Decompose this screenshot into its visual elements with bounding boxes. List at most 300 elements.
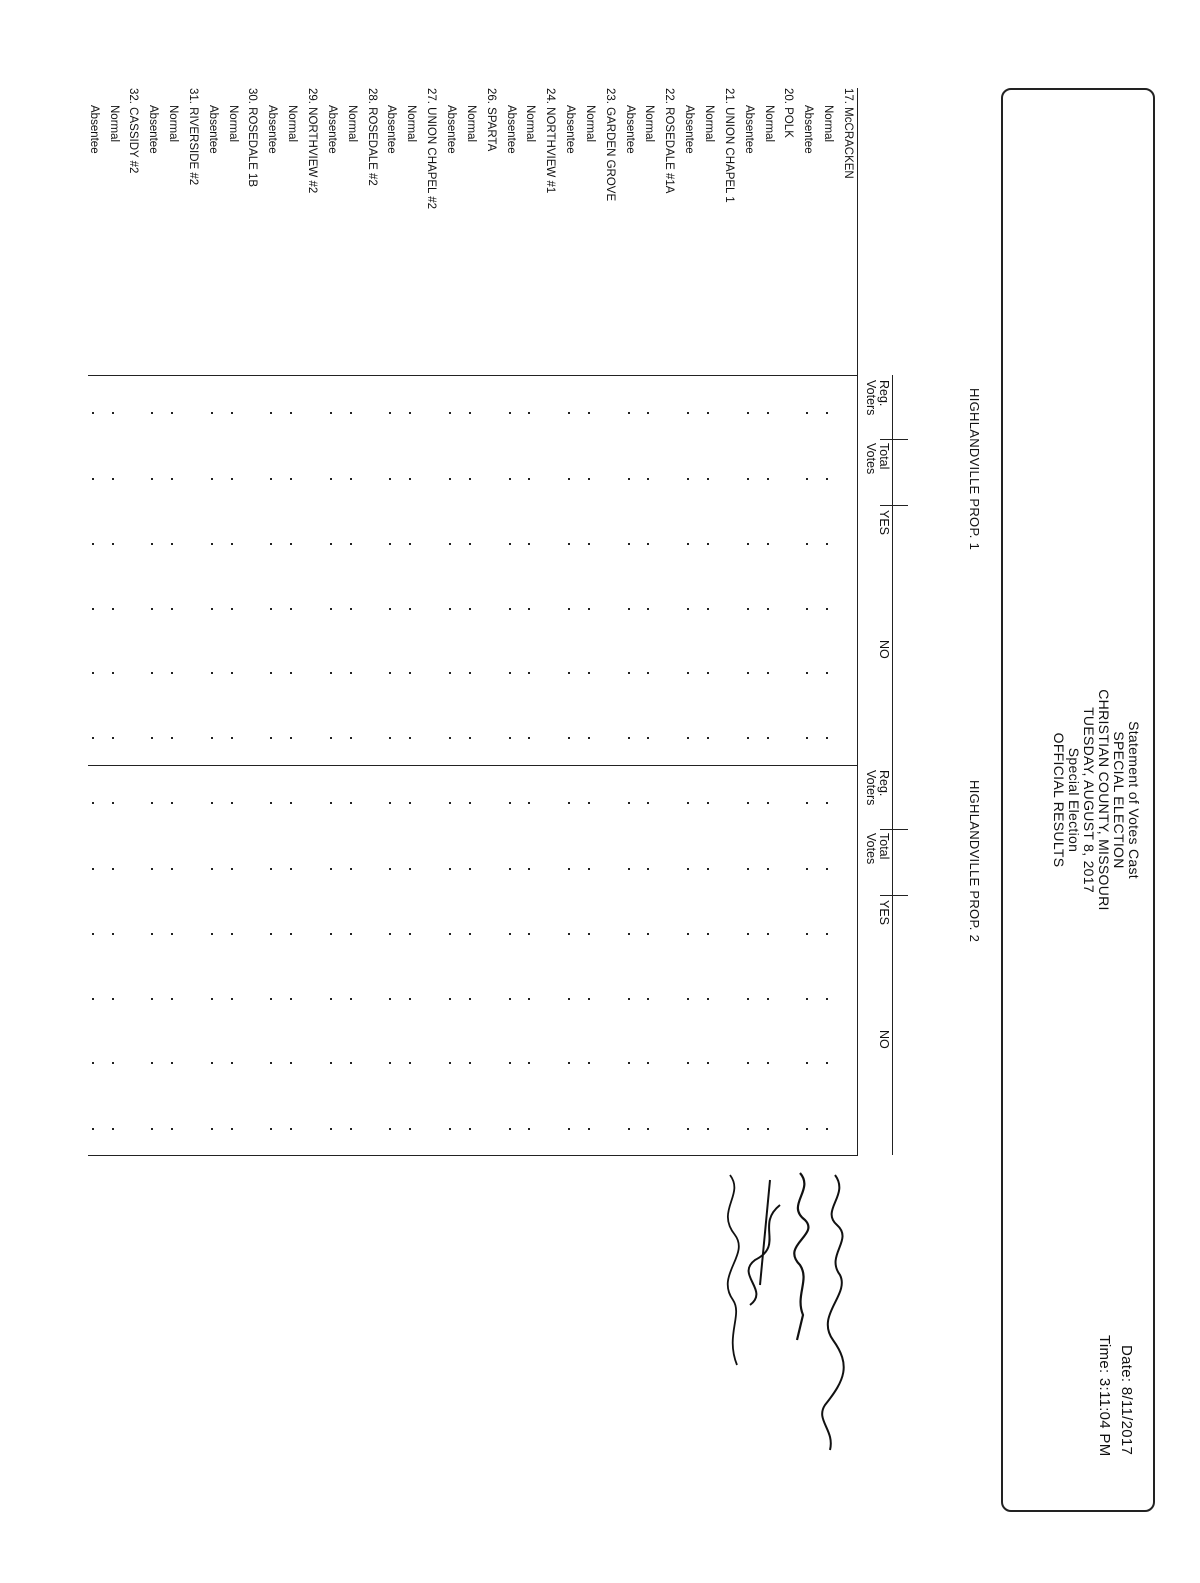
empty-cell-dot (270, 868, 272, 870)
empty-cell-dot (648, 478, 650, 480)
col-label: Reg. (877, 770, 891, 797)
table-divider-end (88, 1155, 858, 1156)
empty-cell-dot (826, 933, 828, 935)
empty-cell-dot (806, 1062, 808, 1064)
empty-cell-dot (270, 802, 272, 804)
empty-cell-dot (151, 737, 153, 739)
vote-type-label: Normal (345, 105, 358, 143)
empty-cell-dot (707, 608, 709, 610)
vote-type-label: Normal (643, 105, 656, 143)
empty-cell-dot (92, 543, 94, 545)
empty-cell-dot (171, 933, 173, 935)
empty-cell-dot (231, 412, 233, 414)
empty-cell-dot (330, 543, 332, 545)
empty-cell-dot (509, 998, 511, 1000)
empty-cell-dot (112, 933, 114, 935)
empty-cell-dot (568, 1128, 570, 1130)
empty-cell-dot (231, 1128, 233, 1130)
empty-cell-dot (806, 672, 808, 674)
empty-cell-dot (588, 608, 590, 610)
empty-cell-dot (171, 737, 173, 739)
prop-1-col-total-votes (864, 443, 890, 474)
empty-cell-dot (330, 1062, 332, 1064)
col-label: Total (877, 833, 891, 860)
empty-cell-dot (806, 543, 808, 545)
empty-cell-dot (409, 478, 411, 480)
empty-cell-dot (171, 1128, 173, 1130)
vote-type-label: Normal (703, 105, 716, 143)
empty-cell-dot (92, 1128, 94, 1130)
empty-cell-dot (528, 802, 530, 804)
empty-cell-dot (687, 412, 689, 414)
empty-cell-dot (628, 1062, 630, 1064)
empty-cell-dot (350, 737, 352, 739)
empty-cell-dot (112, 608, 114, 610)
empty-cell-dot (231, 608, 233, 610)
vote-type-label: Normal (107, 105, 120, 143)
empty-cell-dot (826, 412, 828, 414)
empty-cell-dot (568, 737, 570, 739)
empty-cell-dot (350, 412, 352, 414)
empty-cell-dot (568, 1062, 570, 1064)
empty-cell-dot (151, 672, 153, 674)
empty-cell-dot (290, 802, 292, 804)
empty-cell-dot (628, 802, 630, 804)
empty-cell-dot (568, 543, 570, 545)
empty-cell-dot (509, 608, 511, 610)
empty-cell-dot (171, 802, 173, 804)
empty-cell-dot (211, 868, 213, 870)
empty-cell-dot (648, 868, 650, 870)
empty-cell-dot (171, 1062, 173, 1064)
empty-cell-dot (171, 868, 173, 870)
empty-cell-dot (826, 543, 828, 545)
empty-cell-dot (112, 1128, 114, 1130)
empty-cell-dot (687, 478, 689, 480)
empty-cell-dot (528, 998, 530, 1000)
empty-cell-dot (588, 998, 590, 1000)
empty-cell-dot (171, 543, 173, 545)
signature-4 (728, 1175, 739, 1365)
empty-cell-dot (409, 543, 411, 545)
empty-cell-dot (409, 737, 411, 739)
empty-cell-dot (707, 737, 709, 739)
vote-type-label: Normal (405, 105, 418, 143)
empty-cell-dot (687, 933, 689, 935)
empty-cell-dot (350, 933, 352, 935)
empty-cell-dot (389, 802, 391, 804)
empty-cell-dot (747, 1062, 749, 1064)
vote-type-label: Absentee (683, 105, 696, 154)
empty-cell-dot (588, 933, 590, 935)
empty-cell-dot (628, 412, 630, 414)
empty-cell-dot (350, 802, 352, 804)
empty-cell-dot (687, 543, 689, 545)
empty-cell-dot (747, 933, 749, 935)
empty-cell-dot (687, 737, 689, 739)
empty-cell-dot (350, 868, 352, 870)
vote-type-label: Absentee (802, 105, 815, 154)
empty-cell-dot (568, 412, 570, 414)
empty-cell-dot (389, 543, 391, 545)
empty-cell-dot (151, 998, 153, 1000)
precinct-name: 22. ROSEDALE #1A (663, 88, 676, 194)
empty-cell-dot (826, 868, 828, 870)
empty-cell-dot (588, 543, 590, 545)
empty-cell-dot (469, 478, 471, 480)
vote-type-label: Absentee (385, 105, 398, 154)
precinct-name: 28. ROSEDALE #2 (365, 88, 378, 186)
empty-cell-dot (509, 868, 511, 870)
empty-cell-dot (767, 1128, 769, 1130)
empty-cell-dot (826, 1062, 828, 1064)
empty-cell-dot (350, 998, 352, 1000)
empty-cell-dot (231, 672, 233, 674)
empty-cell-dot (330, 737, 332, 739)
vote-type-label: Absentee (87, 105, 100, 154)
empty-cell-dot (826, 737, 828, 739)
col-label: Reg. (877, 380, 891, 407)
empty-cell-dot (449, 1128, 451, 1130)
precinct-name: 24. NORTHVIEW #1 (544, 88, 557, 194)
empty-cell-dot (826, 608, 828, 610)
precinct-name: 32. CASSIDY #2 (127, 88, 140, 174)
empty-cell-dot (747, 608, 749, 610)
col-label: Voters (864, 380, 878, 416)
empty-cell-dot (528, 1128, 530, 1130)
empty-cell-dot (231, 933, 233, 935)
empty-cell-dot (648, 933, 650, 935)
empty-cell-dot (112, 412, 114, 414)
empty-cell-dot (270, 1128, 272, 1130)
empty-cell-dot (747, 998, 749, 1000)
empty-cell-dot (409, 933, 411, 935)
empty-cell-dot (449, 1062, 451, 1064)
empty-cell-dot (528, 478, 530, 480)
empty-cell-dot (350, 1128, 352, 1130)
empty-cell-dot (171, 478, 173, 480)
empty-cell-dot (469, 543, 471, 545)
empty-cell-dot (409, 672, 411, 674)
prop-1-title: HIGHLANDVILLE PROP. 1 (967, 388, 982, 551)
empty-cell-dot (806, 412, 808, 414)
empty-cell-dot (112, 672, 114, 674)
empty-cell-dot (92, 1062, 94, 1064)
empty-cell-dot (231, 543, 233, 545)
empty-cell-dot (290, 998, 292, 1000)
empty-cell-dot (270, 412, 272, 414)
empty-cell-dot (211, 478, 213, 480)
header-line-5: Special Election (1066, 747, 1082, 853)
empty-cell-dot (528, 868, 530, 870)
empty-cell-dot (151, 1128, 153, 1130)
col-label: Total (877, 443, 891, 470)
empty-cell-dot (151, 543, 153, 545)
empty-cell-dot (290, 737, 292, 739)
empty-cell-dot (767, 478, 769, 480)
empty-cell-dot (389, 933, 391, 935)
empty-cell-dot (92, 998, 94, 1000)
empty-cell-dot (112, 1062, 114, 1064)
empty-cell-dot (509, 543, 511, 545)
empty-cell-dot (151, 1062, 153, 1064)
empty-cell-dot (211, 998, 213, 1000)
empty-cell-dot (409, 802, 411, 804)
empty-cell-dot (687, 1128, 689, 1130)
empty-cell-dot (528, 737, 530, 739)
vote-type-label: Absentee (147, 105, 160, 154)
vote-type-label: Absentee (206, 105, 219, 154)
empty-cell-dot (409, 1062, 411, 1064)
empty-cell-dot (330, 1128, 332, 1130)
empty-cell-dot (231, 868, 233, 870)
empty-cell-dot (588, 737, 590, 739)
empty-cell-dot (231, 998, 233, 1000)
empty-cell-dot (449, 412, 451, 414)
empty-cell-dot (528, 933, 530, 935)
empty-cell-dot (171, 998, 173, 1000)
prop-1-col-yes: YES (877, 510, 891, 536)
empty-cell-dot (330, 478, 332, 480)
vote-type-label: Normal (524, 105, 537, 143)
precinct-name: 17. McCRACKEN (842, 88, 854, 179)
empty-cell-dot (92, 412, 94, 414)
vote-type-label: Absentee (623, 105, 636, 154)
vote-type-label: Absentee (325, 105, 338, 154)
precinct-name: 29. NORTHVIEW #2 (306, 88, 319, 194)
empty-cell-dot (112, 868, 114, 870)
empty-cell-dot (687, 802, 689, 804)
header-line-2: SPECIAL ELECTION (1111, 731, 1127, 869)
signature-1 (822, 1175, 844, 1450)
precinct-name: 23. GARDEN GROVE (603, 88, 616, 202)
empty-cell-dot (350, 543, 352, 545)
empty-cell-dot (509, 737, 511, 739)
empty-cell-dot (270, 478, 272, 480)
empty-cell-dot (350, 1062, 352, 1064)
empty-cell-dot (648, 737, 650, 739)
empty-cell-dot (350, 478, 352, 480)
empty-cell-dot (270, 1062, 272, 1064)
prop-2-header-rule (892, 765, 893, 1155)
prop-1-col-reg-voters (864, 380, 890, 415)
empty-cell-dot (747, 412, 749, 414)
empty-cell-dot (449, 608, 451, 610)
empty-cell-dot (469, 608, 471, 610)
empty-cell-dot (389, 1062, 391, 1064)
empty-cell-dot (568, 933, 570, 935)
vote-type-label: Normal (762, 105, 775, 143)
empty-cell-dot (528, 672, 530, 674)
header-line-1: Statement of Votes Cast (1126, 721, 1142, 879)
col-divider (880, 505, 908, 506)
empty-cell-dot (92, 672, 94, 674)
empty-cell-dot (171, 608, 173, 610)
empty-cell-dot (330, 933, 332, 935)
empty-cell-dot (389, 998, 391, 1000)
empty-cell-dot (687, 868, 689, 870)
empty-cell-dot (767, 802, 769, 804)
empty-cell-dot (290, 672, 292, 674)
empty-cell-dot (826, 478, 828, 480)
signature-2 (794, 1173, 808, 1340)
empty-cell-dot (389, 1128, 391, 1130)
empty-cell-dot (648, 1128, 650, 1130)
table-divider-props (88, 765, 858, 766)
empty-cell-dot (648, 672, 650, 674)
empty-cell-dot (707, 412, 709, 414)
empty-cell-dot (687, 672, 689, 674)
empty-cell-dot (509, 478, 511, 480)
empty-cell-dot (469, 1062, 471, 1064)
header-line-3: CHRISTIAN COUNTY, MISSOURI (1096, 689, 1112, 911)
empty-cell-dot (270, 933, 272, 935)
empty-cell-dot (707, 1062, 709, 1064)
empty-cell-dot (568, 478, 570, 480)
precinct-name: 26. SPARTA (484, 88, 497, 152)
empty-cell-dot (449, 672, 451, 674)
empty-cell-dot (588, 672, 590, 674)
empty-cell-dot (767, 933, 769, 935)
empty-cell-dot (648, 998, 650, 1000)
empty-cell-dot (747, 868, 749, 870)
empty-cell-dot (588, 412, 590, 414)
precinct-name: 31. RIVERSIDE #2 (186, 88, 199, 186)
empty-cell-dot (389, 478, 391, 480)
empty-cell-dot (151, 868, 153, 870)
empty-cell-dot (568, 608, 570, 610)
empty-cell-dot (767, 608, 769, 610)
empty-cell-dot (112, 737, 114, 739)
empty-cell-dot (648, 543, 650, 545)
empty-cell-dot (826, 998, 828, 1000)
vote-type-label: Absentee (742, 105, 755, 154)
empty-cell-dot (231, 802, 233, 804)
empty-cell-dot (568, 998, 570, 1000)
empty-cell-dot (270, 608, 272, 610)
empty-cell-dot (628, 868, 630, 870)
empty-cell-dot (707, 868, 709, 870)
empty-cell-dot (211, 1128, 213, 1130)
empty-cell-dot (389, 868, 391, 870)
empty-cell-dot (211, 737, 213, 739)
empty-cell-dot (528, 608, 530, 610)
empty-cell-dot (509, 933, 511, 935)
header-line-4: TUESDAY, AUGUST 8, 2017 (1081, 707, 1097, 893)
signature-group (625, 1165, 855, 1545)
empty-cell-dot (568, 672, 570, 674)
empty-cell-dot (330, 802, 332, 804)
empty-cell-dot (330, 998, 332, 1000)
vote-type-label: Absentee (564, 105, 577, 154)
empty-cell-dot (628, 672, 630, 674)
empty-cell-dot (211, 543, 213, 545)
empty-cell-dot (509, 802, 511, 804)
precinct-name: 21. UNION CHAPEL 1 (722, 88, 735, 203)
empty-cell-dot (628, 608, 630, 610)
empty-cell-dot (469, 412, 471, 414)
empty-cell-dot (112, 543, 114, 545)
col-divider (880, 439, 908, 440)
empty-cell-dot (211, 412, 213, 414)
empty-cell-dot (151, 608, 153, 610)
empty-cell-dot (707, 672, 709, 674)
empty-cell-dot (806, 802, 808, 804)
prop-2-title: HIGHLANDVILLE PROP. 2 (967, 780, 982, 943)
empty-cell-dot (330, 412, 332, 414)
empty-cell-dot (290, 412, 292, 414)
empty-cell-dot (270, 543, 272, 545)
col-divider (880, 895, 908, 896)
vote-type-label: Normal (226, 105, 239, 143)
empty-cell-dot (806, 737, 808, 739)
empty-cell-dot (350, 672, 352, 674)
col-divider (880, 829, 908, 830)
vote-type-label: Absentee (266, 105, 279, 154)
empty-cell-dot (409, 868, 411, 870)
empty-cell-dot (767, 998, 769, 1000)
empty-cell-dot (747, 802, 749, 804)
empty-cell-dot (92, 868, 94, 870)
empty-cell-dot (707, 478, 709, 480)
vote-type-label: Absentee (445, 105, 457, 154)
empty-cell-dot (806, 1128, 808, 1130)
empty-cell-dot (628, 933, 630, 935)
precinct-name: 30. ROSEDALE 1B (246, 88, 259, 188)
header-line-6: OFFICIAL RESULTS (1051, 732, 1067, 868)
empty-cell-dot (747, 672, 749, 674)
empty-cell-dot (389, 672, 391, 674)
empty-cell-dot (628, 478, 630, 480)
vote-type-label: Normal (822, 105, 835, 143)
empty-cell-dot (806, 868, 808, 870)
empty-cell-dot (389, 737, 391, 739)
empty-cell-dot (767, 543, 769, 545)
empty-cell-dot (707, 1128, 709, 1130)
empty-cell-dot (528, 412, 530, 414)
empty-cell-dot (687, 608, 689, 610)
precinct-name: 27. UNION CHAPEL #2 (425, 88, 438, 210)
vote-type-label: Normal (583, 105, 596, 143)
empty-cell-dot (290, 478, 292, 480)
empty-cell-dot (767, 672, 769, 674)
empty-cell-dot (648, 608, 650, 610)
empty-cell-dot (469, 672, 471, 674)
prop-1-col-no: NO (877, 640, 891, 659)
empty-cell-dot (747, 543, 749, 545)
prop-2-col-total-votes (864, 833, 890, 864)
empty-cell-dot (826, 1128, 828, 1130)
empty-cell-dot (707, 933, 709, 935)
empty-cell-dot (469, 1128, 471, 1130)
empty-cell-dot (330, 608, 332, 610)
vote-type-label: Normal (464, 105, 477, 143)
empty-cell-dot (528, 1062, 530, 1064)
empty-cell-dot (469, 737, 471, 739)
empty-cell-dot (687, 1062, 689, 1064)
empty-cell-dot (806, 933, 808, 935)
report-date: Date: 8/11/2017 (1118, 1345, 1135, 1456)
empty-cell-dot (330, 672, 332, 674)
empty-cell-dot (290, 608, 292, 610)
empty-cell-dot (469, 868, 471, 870)
empty-cell-dot (767, 1062, 769, 1064)
empty-cell-dot (211, 672, 213, 674)
empty-cell-dot (509, 1062, 511, 1064)
empty-cell-dot (151, 933, 153, 935)
empty-cell-dot (509, 1128, 511, 1130)
empty-cell-dot (469, 933, 471, 935)
